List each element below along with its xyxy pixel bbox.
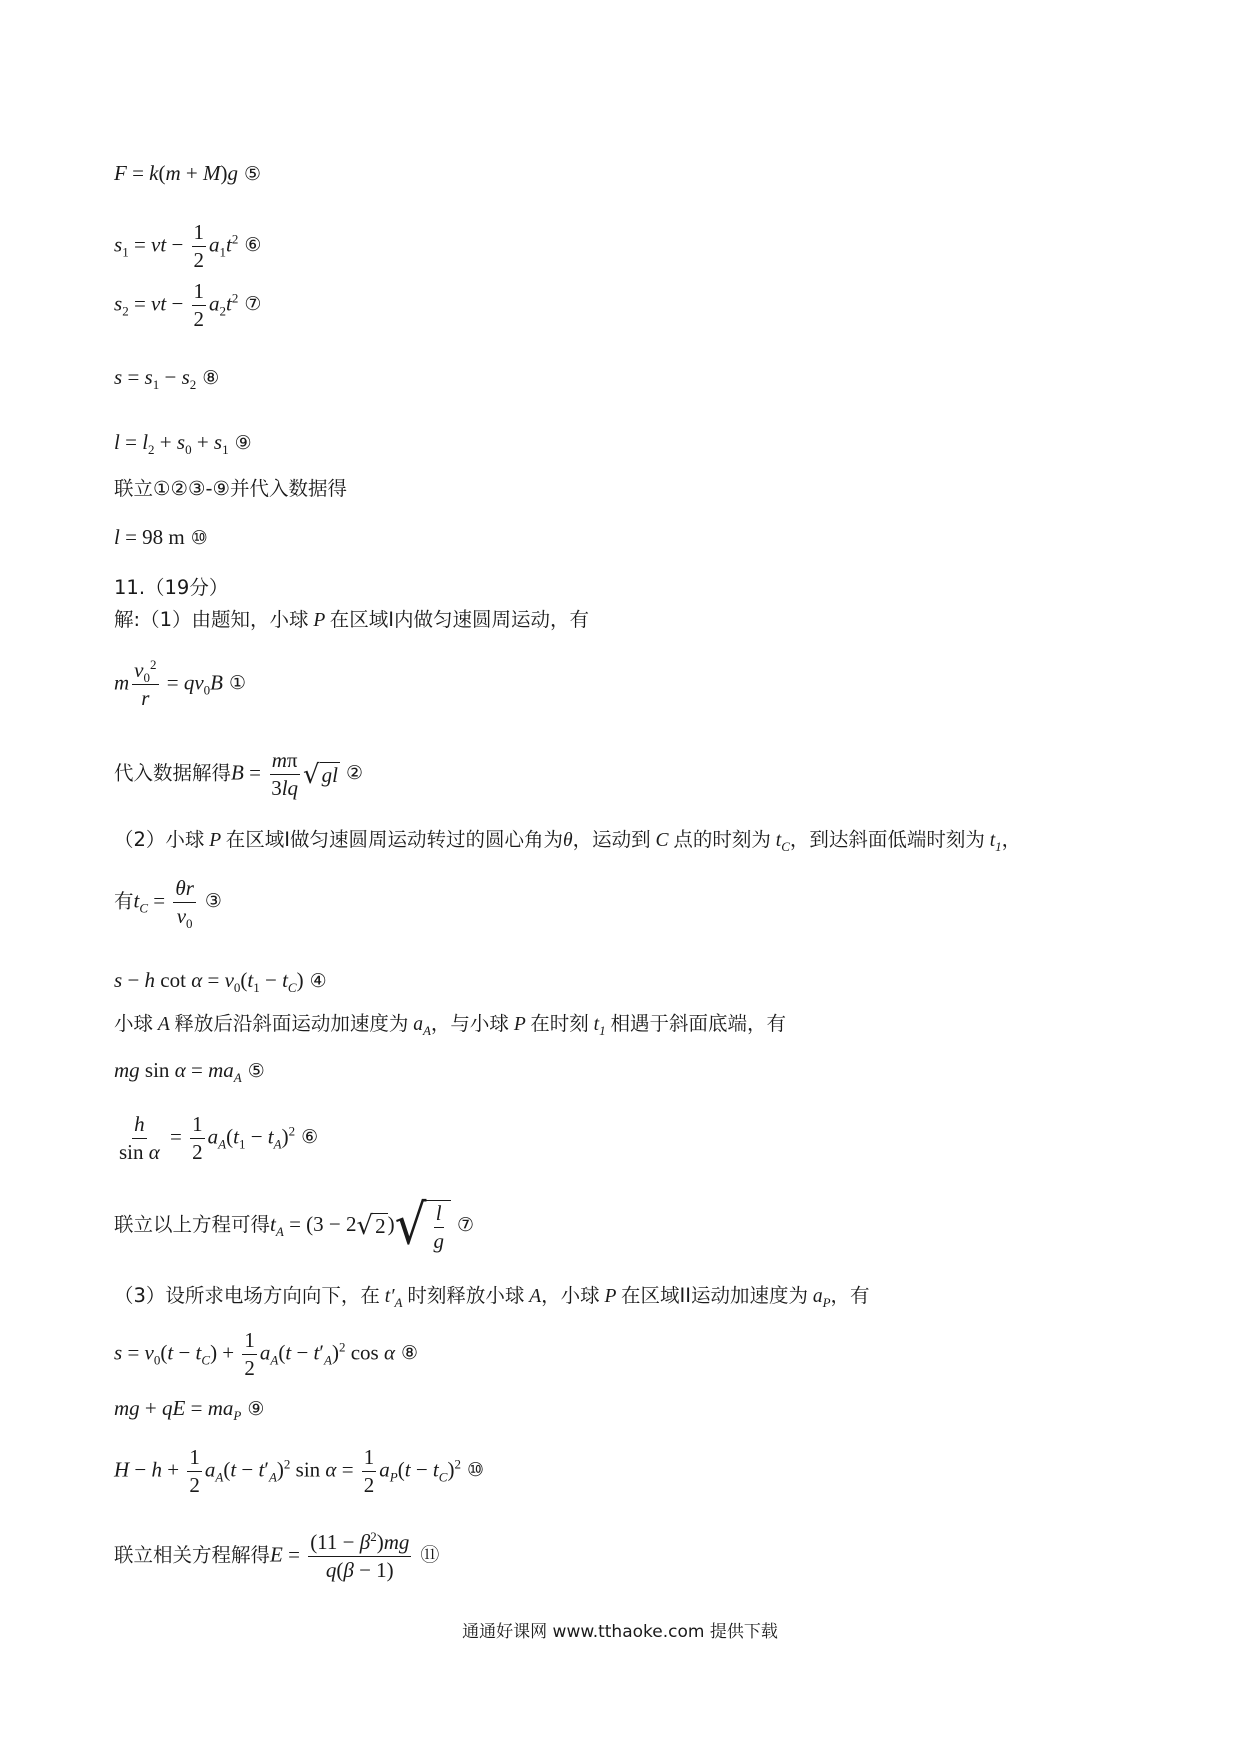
eq-number: ⑨	[234, 432, 252, 454]
equation-s2: $s_2$ = vt − $\frac{1}{2}$ $a_2t^2$ ⑦	[114, 279, 262, 331]
eq-number: ⑩	[466, 1459, 484, 1482]
solution-part-2: （2）小球 P 在区域I做匀速圆周运动转过的圆心角为θ，运动到 C 点的时刻为 $t_C$，到达斜面低端时刻为 $t_1$，	[114, 828, 1022, 854]
eq-number: ⑦	[244, 293, 262, 316]
eq-number: ②	[345, 762, 363, 785]
solution-part-3: （3）设所求电场方向向下，在 $t'_A$ 时刻释放小球 A，小球 P 在区域II运动加速度为 $a_P$，有	[114, 1284, 870, 1310]
eq-number: ⑤	[244, 163, 262, 185]
equation-horizontal: $s = v_0(t - t_C)$ + $\frac{1}{2}$ $a_A(t - t'_A)^2$ cos α ⑧	[114, 1328, 419, 1380]
equation-result-l: l = 98 m ⑩	[114, 525, 208, 549]
eq-number: ⑧	[202, 367, 220, 389]
eq-number: ⑥	[301, 1126, 319, 1149]
question-number: 11.（19分）	[114, 576, 229, 599]
equation-distance: s − h $\cot \alpha = v_0(t_1 - t_C)$ ④	[114, 968, 327, 996]
equation-s1: $s_1$ = vt − $\frac{1}{2}$ $a_1t^2$ ⑥	[114, 220, 262, 272]
equation-vertical: H − h + $\frac{1}{2}$ $a_A(t - t'_A)^2$ sin α = $\frac{1}{2}$ $a_P(t - t_C)^2$ ⑩	[114, 1445, 484, 1497]
equation-circular-motion: m $\frac{v_0^2}{r}$ = $qv_0B$ ①	[114, 657, 247, 710]
text-ball-a: 小球 A 释放后沿斜面运动加速度为 $a_A$，与小球 P 在时刻 $t_1$ 相遇于斜面底端，有	[114, 1012, 786, 1038]
equation-newton-p: mg + qE = $ma_P$ ⑨	[114, 1396, 265, 1424]
equation-ta: 联立以上方程可得$t_A = (3 - 2$ √ 2 ) √ $\frac{l}{g}$ ⑦	[114, 1193, 474, 1257]
equation-l: $l = l_2 + s_0 + s_1$ ⑨	[114, 430, 252, 458]
eq-number: ④	[309, 970, 327, 992]
equation-s: $s = s_1 - s_2$ ⑧	[114, 365, 220, 393]
footer-source: 通通好课网 www.tthaoke.com 提供下载	[462, 1622, 778, 1642]
eq-number: ⑪	[420, 1544, 440, 1567]
eq-number: ⑨	[247, 1398, 265, 1420]
equation-b-field: 代入数据解得B = $\frac{m\pi}{3lq}$ √ gl ②	[114, 748, 363, 800]
eq-number: ⑧	[400, 1342, 419, 1365]
equation-force: F = k(m + M)g ⑤	[114, 161, 262, 185]
eq-number: ①	[229, 672, 247, 695]
equation-tc: 有$t_C$ = $\frac{\theta r}{v_0}$ ③	[114, 876, 222, 932]
eq-number: ③	[204, 890, 222, 913]
text-combine-1: 联立①②③-⑨并代入数据得	[114, 477, 347, 500]
eq-number: ⑦	[456, 1213, 474, 1236]
eq-number: ⑤	[247, 1060, 265, 1082]
eq-number: ⑩	[190, 527, 208, 549]
equation-e-field: 联立相关方程解得E = $\frac{(11 - \beta^2)mg}{q(\beta - 1)}$ ⑪	[114, 1529, 440, 1582]
equation-incline-accel: mg $\sin \alpha = ma_A$ ⑤	[114, 1058, 265, 1086]
solution-part-1: 解:（1）由题知，小球 P 在区域I内做匀速圆周运动，有	[114, 608, 590, 631]
eq-number: ⑥	[244, 234, 262, 257]
equation-incline-distance: $\frac{h}{\text{sin α}}$ = $\frac{1}{2}$ $a_A(t_1 - t_A)^2$ ⑥	[119, 1112, 319, 1164]
